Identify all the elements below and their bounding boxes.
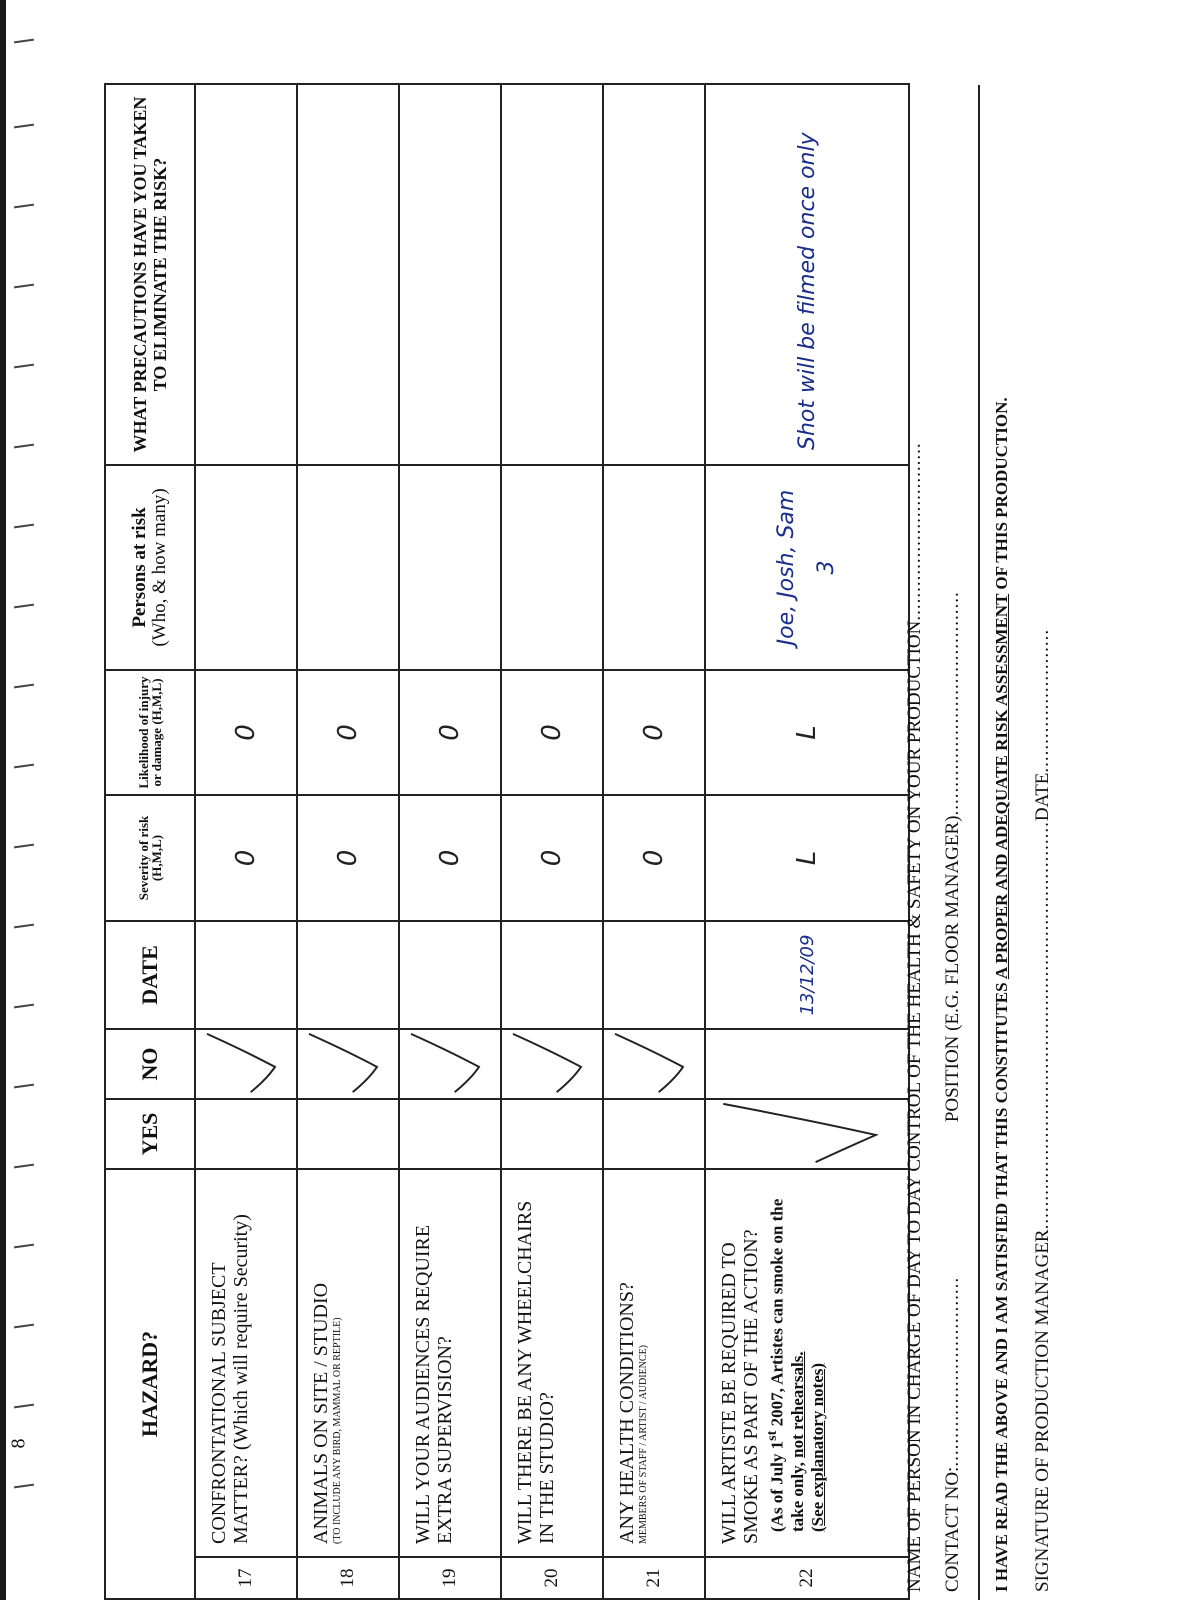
hazard-cell (399, 1169, 501, 1557)
declaration-end: OF THIS PRODUCTION. (992, 397, 1011, 594)
table-row (297, 84, 399, 1599)
declaration-line (992, 85, 1012, 1600)
person-in-charge-label: NAME OF PERSON IN CHARGE OF DAY TO DAY CONTROL OF THE HEALTH & SAFETY ON YOUR PRODUCTION (904, 620, 925, 1592)
note-part: 2007, Artistes can smoke on the take only, (767, 1198, 807, 1532)
row-number: 18 (297, 1557, 399, 1599)
precautions-cell[interactable] (399, 84, 501, 465)
likelihood-cell[interactable]: L (705, 670, 909, 795)
binding-mark (14, 444, 34, 449)
binding-mark (14, 524, 34, 529)
signature-dotted-fill[interactable]: ....................................................................... (1032, 821, 1053, 1230)
yes-header: YES (105, 1099, 195, 1169)
persons-count: 3 (814, 560, 839, 575)
tick-mark (298, 1030, 386, 1098)
table-row (603, 84, 705, 1599)
binding-mark (14, 39, 34, 44)
position-dotted-fill[interactable]: ....................................... (942, 591, 963, 816)
yes-cell[interactable] (297, 1099, 399, 1169)
signature-label: SIGNATURE OF PRODUCTION MANAGER (1032, 1229, 1053, 1592)
yes-cell[interactable] (603, 1099, 705, 1169)
table-row (399, 84, 501, 1599)
precautions-cell[interactable]: Shot will be filmed once only (705, 84, 909, 465)
date-cell[interactable] (297, 921, 399, 1029)
persons-cell[interactable] (501, 465, 603, 670)
risk-table (104, 83, 910, 1600)
hazard-cell (297, 1169, 399, 1557)
header-row (105, 84, 195, 1599)
severity-header: Severity of risk (H,M,L) (105, 795, 195, 921)
likelihood-cell[interactable]: 0 (399, 670, 501, 795)
signature-line (1032, 85, 1054, 1600)
severity-cell[interactable]: 0 (195, 795, 297, 921)
rotated-form (104, 85, 1072, 1600)
binding-mark (14, 364, 34, 369)
persons-cell[interactable] (195, 465, 297, 670)
yes-cell[interactable] (195, 1099, 297, 1169)
likelihood-cell[interactable]: 0 (501, 670, 603, 795)
date-cell[interactable] (195, 921, 297, 1029)
person-in-charge-line (904, 85, 926, 1600)
binding-mark (14, 284, 34, 289)
note-underlined: not rehearsals. (787, 1351, 807, 1458)
date-header: DATE (105, 921, 195, 1029)
yes-cell[interactable] (705, 1099, 909, 1169)
likelihood-cell[interactable]: 0 (195, 670, 297, 795)
hazard-text: ANY HEALTH CONDITIONS? (616, 1282, 638, 1544)
date-dotted-fill[interactable]: ......................... (1032, 628, 1053, 773)
hazard-cell (501, 1169, 603, 1557)
table-row (195, 84, 297, 1599)
likelihood-header: Likelihood of injury or damage (H,M,L) (105, 670, 195, 795)
date-cell[interactable] (399, 921, 501, 1029)
binding-mark (14, 124, 34, 129)
date-label: DATE (1032, 772, 1053, 822)
binding-mark (14, 1324, 34, 1329)
binding-mark (14, 924, 34, 929)
precautions-cell[interactable] (195, 84, 297, 465)
severity-cell[interactable]: L (705, 795, 909, 921)
binding-mark (14, 764, 34, 769)
no-cell[interactable] (501, 1029, 603, 1099)
binding-mark (14, 604, 34, 609)
persons-header-sub: (Who, & how many) (149, 488, 170, 647)
hazard-text: WILL ARTISTE BE REQUIRED TO SMOKE AS PART OF THE ACTION? (718, 1229, 762, 1544)
no-cell[interactable] (297, 1029, 399, 1099)
persons-header (105, 465, 195, 670)
note-sup: st (764, 1430, 780, 1441)
date-cell[interactable]: 13/12/09 (705, 921, 909, 1029)
position-label: POSITION (E.G. FLOOR MANAGER) (942, 815, 963, 1123)
row-number: 21 (603, 1557, 705, 1599)
explanatory-notes-ref: (See explanatory notes) (807, 1362, 827, 1532)
contact-dotted-fill[interactable]: ................................. (942, 1276, 963, 1467)
contact-label: CONTACT NO: (942, 1466, 963, 1592)
severity-cell[interactable]: 0 (297, 795, 399, 921)
hazard-cell (195, 1169, 297, 1557)
hazard-subtext: MEMBERS OF STAFF / ARTIST / AUDIENCE) (638, 1344, 649, 1544)
no-cell[interactable] (705, 1029, 909, 1099)
hazard-text: WILL YOUR AUDIENCES REQUIRE EXTRA SUPERVISION? (412, 1224, 456, 1544)
binding-mark (14, 1404, 34, 1409)
no-cell[interactable] (603, 1029, 705, 1099)
table-row (501, 84, 603, 1599)
no-cell[interactable] (399, 1029, 501, 1099)
likelihood-cell[interactable]: 0 (603, 670, 705, 795)
persons-cell[interactable] (399, 465, 501, 670)
declaration-text: I HAVE READ THE ABOVE AND I AM SATISFIED THAT THIS CONSTITUTES (992, 979, 1011, 1592)
binding-mark (14, 684, 34, 689)
persons-cell[interactable] (705, 465, 909, 670)
precautions-cell[interactable] (501, 84, 603, 465)
binding-mark (14, 1244, 34, 1249)
severity-cell[interactable]: 0 (501, 795, 603, 921)
tick-mark (706, 1100, 896, 1168)
row-number: 19 (399, 1557, 501, 1599)
declaration-underlined: A PROPER AND ADEQUATE RISK ASSESSMENT (992, 593, 1011, 980)
hazard-subtext: (TO INCLUDE ANY BIRD, MAMMAL OR REPTILE) (332, 1317, 343, 1544)
precautions-cell[interactable] (603, 84, 705, 465)
tick-mark (196, 1030, 284, 1098)
binding-mark (14, 1164, 34, 1169)
binding-mark (14, 1004, 34, 1009)
binding-mark (14, 1084, 34, 1089)
hazard-text: WILL THERE BE ANY WHEELCHAIRS IN THE STUDIO? (514, 1200, 558, 1544)
row-number: 20 (501, 1557, 603, 1599)
binding-mark (14, 204, 34, 209)
hazard-text: CONFRONTATIONAL SUBJECT MATTER? (Which will require Security) (208, 1214, 252, 1544)
page-number: 8 (7, 1438, 30, 1449)
persons-cell[interactable] (603, 465, 705, 670)
persons-cell[interactable] (297, 465, 399, 670)
hazard-text: ANIMALS ON SITE / STUDIO (310, 1282, 332, 1544)
hazard-cell (603, 1169, 705, 1557)
hazard-cell (705, 1169, 909, 1557)
likelihood-cell[interactable]: 0 (297, 670, 399, 795)
yes-cell[interactable] (501, 1099, 603, 1169)
date-cell[interactable] (501, 921, 603, 1029)
tick-mark (502, 1030, 590, 1098)
yes-cell[interactable] (399, 1099, 501, 1169)
hazard-header: HAZARD? (105, 1169, 195, 1599)
dotted-fill[interactable]: ............................... (904, 442, 925, 621)
precautions-cell[interactable] (297, 84, 399, 465)
tick-mark (400, 1030, 488, 1098)
no-header: NO (105, 1029, 195, 1099)
binding-mark (14, 844, 34, 849)
row-number: 17 (195, 1557, 297, 1599)
table-row (705, 84, 909, 1599)
row-number: 22 (705, 1557, 909, 1599)
severity-cell[interactable]: 0 (399, 795, 501, 921)
severity-cell[interactable]: 0 (603, 795, 705, 921)
note-part: (As of July 1 (767, 1440, 787, 1532)
tick-mark (604, 1030, 692, 1098)
persons-header-title: Persons at risk (129, 507, 150, 628)
binding-mark (14, 1484, 34, 1489)
divider (978, 85, 980, 1600)
scan-edge (0, 0, 6, 1600)
date-cell[interactable] (603, 921, 705, 1029)
no-cell[interactable] (195, 1029, 297, 1099)
persons-names: Joe, Josh, Sam (774, 489, 799, 646)
smoking-note (762, 1178, 828, 1544)
contact-line (942, 85, 964, 1600)
precautions-header: WHAT PRECAUTIONS HAVE YOU TAKEN TO ELIMINATE THE RISK? (105, 84, 195, 465)
